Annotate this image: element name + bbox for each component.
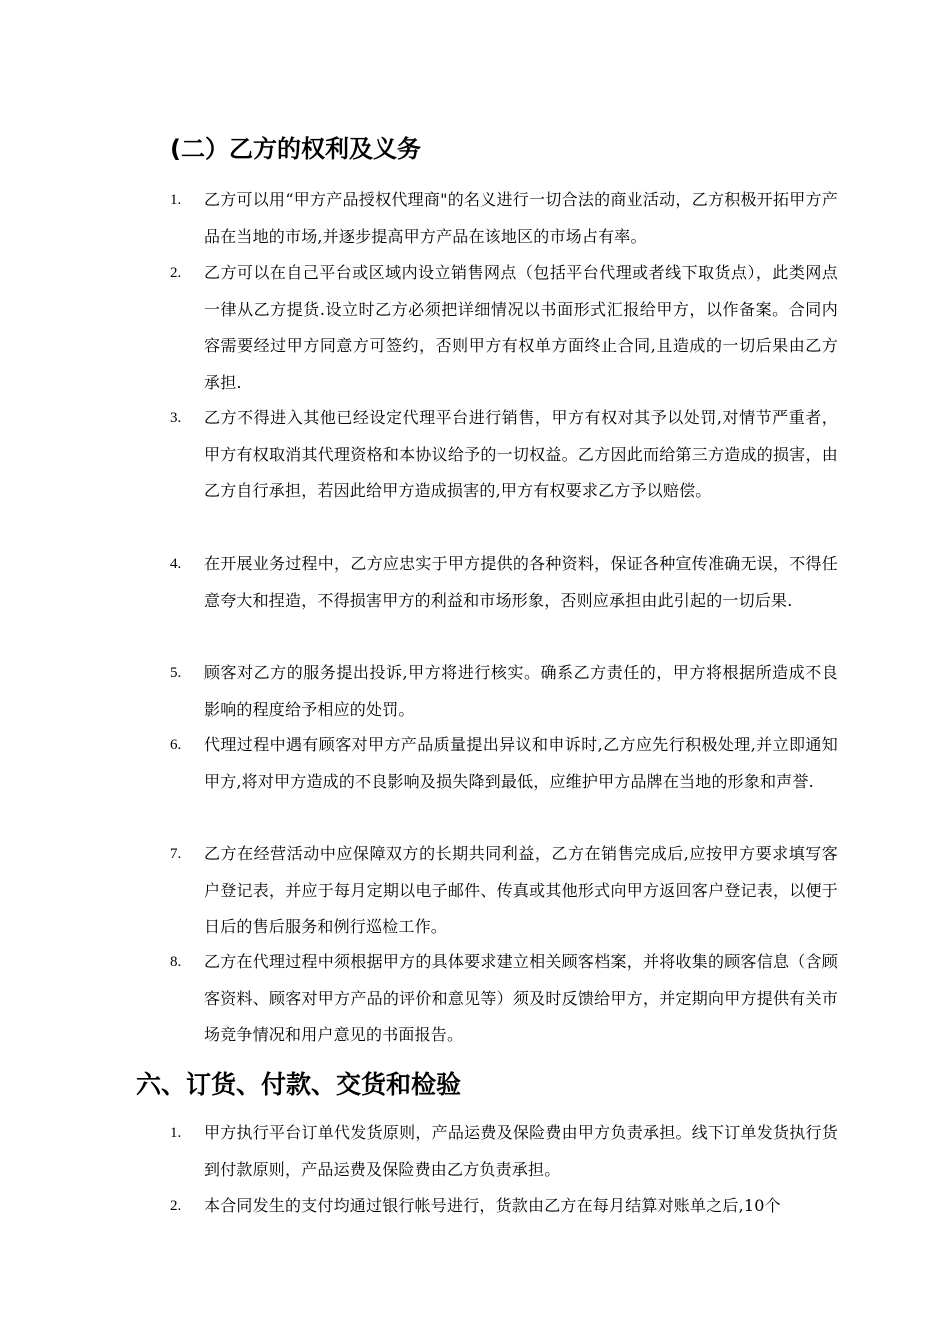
clause-number: 2. — [170, 265, 182, 281]
clause-item — [170, 836, 838, 946]
clause-number: 8. — [170, 954, 182, 970]
clause-number: 7. — [170, 846, 182, 862]
clause-item — [170, 255, 838, 401]
clause-item — [170, 1115, 838, 1188]
clause-item — [170, 182, 838, 255]
clause-item — [170, 546, 838, 619]
clause-number: 2. — [170, 1198, 182, 1214]
clause-text: 乙方可以用“甲方产品授权代理商"的名义进行一切合法的商业活动，乙方积极开拓甲方产品在当地的市场,并逐步提高甲方产品在该地区的市场占有率。 — [204, 190, 838, 246]
clause-text: 乙方在经营活动中应保障双方的长期共同利益，乙方在销售完成后,应按甲方要求填写客户登记表，并应于每月定期以电子邮件、传真或其他形式向甲方返回客户登记表，以便于日后的售后服务和例行巡检工作。 — [204, 844, 838, 936]
clause-text: 甲方执行平台订单代发货原则，产品运费及保险费由甲方负责承担。线下订单发货执行货到付款原则，产品运费及保险费由乙方负责承担。 — [204, 1123, 838, 1179]
clause-text: 乙方不得进入其他已经设定代理平台进行销售，甲方有权对其予以处罚,对情节严重者，甲方有权取消其代理资格和本协议给予的一切权益。乙方因此而给第三方造成的损害，由乙方自行承担，若因此给甲方造成损害的,甲方有权要求乙方予以赔偿。 — [204, 408, 838, 500]
clause-number: 4. — [170, 556, 182, 572]
section-heading-ordering-payment: 六、订货、付款、交货和检验 — [136, 1070, 462, 1099]
clause-item — [170, 655, 838, 728]
clause-number: 5. — [170, 665, 182, 681]
section-heading-party-b-rights: (二）乙方的权利及义务 — [170, 135, 421, 163]
clause-text: 乙方在代理过程中须根据甲方的具体要求建立相关顾客档案，并将收集的顾客信息（含顾客资料、顾客对甲方产品的评价和意见等）须及时反馈给甲方，并定期向甲方提供有关市场竞争情况和用户意见的书面报告。 — [204, 952, 838, 1044]
clause-text: 本合同发生的支付均通过银行帐号进行，货款由乙方在每月结算对账单之后,10个 — [204, 1196, 781, 1215]
clause-number: 6. — [170, 737, 182, 753]
clause-text: 代理过程中遇有顾客对甲方产品质量提出异议和申诉时,乙方应先行积极处理,并立即通知甲方,将对甲方造成的不良影响及损失降到最低，应维护甲方品牌在当地的形象和声誉. — [204, 735, 838, 791]
clause-text: 乙方可以在自己平台或区域内设立销售网点（包括平台代理或者线下取货点），此类网点一律从乙方提货.设立时乙方必须把详细情况以书面形式汇报给甲方，以作备案。合同内容需要经过甲方同意方可签约，否则甲方有权单方面终止合同,且造成的一切后果由乙方承担. — [204, 263, 838, 392]
clause-number: 1. — [170, 192, 182, 208]
clause-number: 1. — [170, 1125, 182, 1141]
clause-item — [170, 944, 838, 1054]
clause-item — [170, 727, 838, 800]
clause-text: 在开展业务过程中，乙方应忠实于甲方提供的各种资料，保证各种宣传准确无误，不得任意夸大和捏造，不得损害甲方的利益和市场形象，否则应承担由此引起的一切后果. — [204, 554, 838, 610]
clause-item — [170, 400, 838, 510]
clause-item — [170, 1188, 838, 1225]
clause-number: 3. — [170, 410, 182, 426]
clause-text: 顾客对乙方的服务提出投诉,甲方将进行核实。确系乙方责任的，甲方将根据所造成不良影响的程度给予相应的处罚。 — [204, 663, 838, 719]
